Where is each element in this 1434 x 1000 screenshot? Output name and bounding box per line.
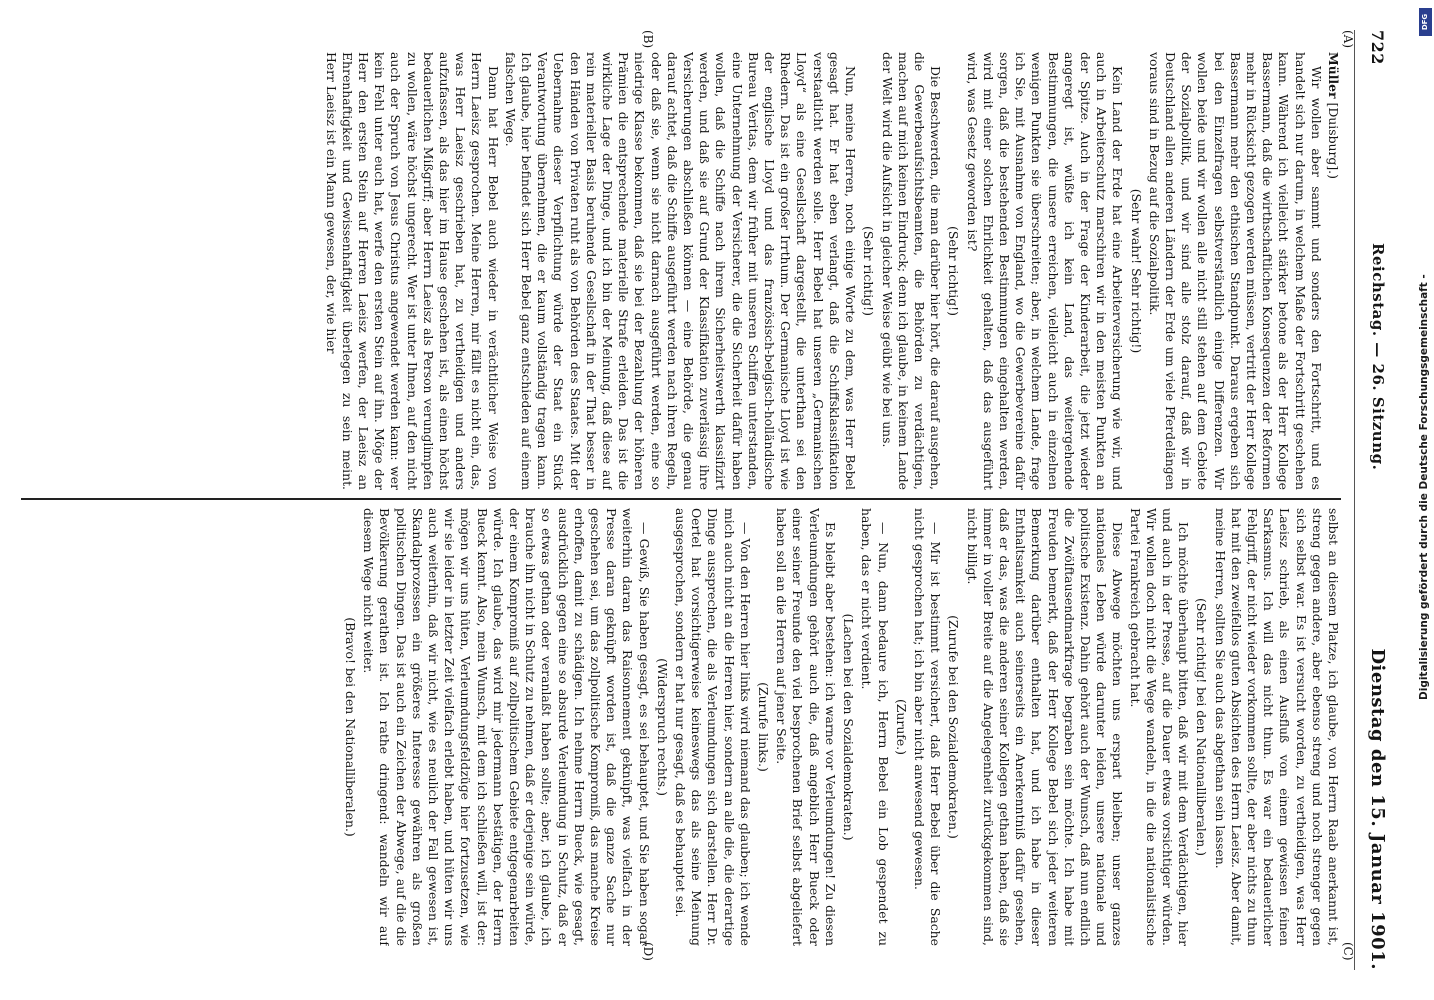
digitization-credit bbox=[1418, 10, 1432, 700]
interjection: (Widerspruch rechts.) bbox=[654, 658, 670, 796]
column-divider bbox=[21, 498, 1341, 500]
speaker-line bbox=[1325, 52, 1341, 490]
credit-text: Digitalisierung gefördert durch die Deutsche Forschungsgemeinschaft - bbox=[1418, 274, 1430, 700]
right-paragraph: Diese Abwege möchten uns erspart bleiben; unser ganzes nationales Leben würde darunter leiden, unsere nationale und politische Existenz. Dahin gehört auch der Wunsch, daß nun endlich die Zwölftausendmarkfrage begraben sein möchte. Ich habe mit Freuden bemerkt, daß der Herr Kollege Bebel sich jeder weiteren Bemerkung darüber enthalten hat, und ich habe in dieser Enthaltsamkeit auch seinerseits ein Anerkenntniß dafür gesehen, daß er das, was die anderen seiner Kollegen gethan haben, daß sie immer in voller Breite auf die Angelegenheit zurückgekommen sind, nicht billigt. bbox=[964, 508, 1126, 946]
speaker-place: [Duisburg].) bbox=[1326, 102, 1341, 179]
page-header bbox=[1361, 30, 1395, 970]
speaker-name: Müller bbox=[1326, 52, 1341, 99]
left-paragraph: Die Beschwerden, die man darüber hier hört, die darauf ausgehen, die Gewerbeaufsichtsbeamten, die Behörden zu verdächtigen, machen auf mich keinen Eindruck; denn ich glaube, in keinem Lande der Welt wird die Aufsicht in gleicher Weise geübt wie bei uns. bbox=[879, 52, 944, 490]
margin-mark-d: (D) bbox=[641, 942, 655, 961]
left-paragraph: Dann hat Herr Bebel auch wieder in verächtlicher Weise von Herrn Laeisz gesprochen. Meine Herren, mir fällt es nicht ein, das, was Herr Laeisz geschrieben hat, zu vertheidigen und anders aufzufassen, als das hier im Hause geschehen ist, als einen höchst bedauerlichen Mißgriff; aber Herrn Laeisz als Person verunglimpfen zu wollen, wäre höchst ungerecht. Wer ist unter Ihnen, auf den nicht auch der Spruch von Jesus Christus angewendet werden kann: wer kein Fehl unter euch hat, werfe den ersten Stein auf ihn. Möge der Herr den ersten Stein auf Herren Laeisz werfen, der Laeisz an Ehrenhaftigkeit und Gewissenhaftigkeit überlegen zu sein meint. Herr Laeisz ist ein Mann gewesen, der, wie hier bbox=[323, 52, 501, 490]
header-right-title: Dienstag den 15. Januar 1901. bbox=[1367, 648, 1389, 970]
right-paragraph: — Von den Herren hier links wird niemand das glauben; ich wende mich auch nicht an die Herren hier, sondern an alle die, die derartige Dinge aussprechen, die als Verleumdungen sich darstellen. Herr Dr. Oertel hat vorsichtigerweise keineswegs das als seine Meinung ausgesprochen, sondern er hat nur gesagt, daß es behauptet sei. bbox=[673, 508, 753, 946]
right-paragraph: — Mir ist bestimmt versichert, daß Herr Bebel über die Sache nicht gesprochen hat; ich bin aber nicht anwesend gewesen. bbox=[911, 508, 944, 946]
dfg-logo-text: DFG bbox=[1421, 13, 1430, 31]
interjection: (Zurufe.) bbox=[893, 698, 909, 756]
interjection: (Sehr richtig! bei den Nationalliberalen.) bbox=[1194, 598, 1210, 856]
interjection: (Sehr richtig!) bbox=[946, 226, 962, 316]
interjection: (Bravo! bei den Nationalliberalen.) bbox=[343, 617, 359, 837]
right-paragraph: Es bleibt aber bestehen: ich warne vor Verleumdungen! Zu diesen Verleumdungen gehört auch die, daß angeblich Herr Bueck oder einer seiner Freunde den viel besprochenen Brief selbst abgeliefert haben soll an die Herren auf jener Seite. bbox=[774, 508, 838, 946]
interjection: (Zurufe bei den Sozialdemokraten.) bbox=[946, 615, 962, 839]
left-paragraph: Kein Land der Erde hat eine Arbeiterversicherung wie wir, und auch in Arbeiterschutz marschiren wir in den meisten Punkten an der Spitze. Auch in der Frage der Kinderarbeit, die jetzt wieder angeregt ist, wüßte ich kein Land, das weitergehende Bestimmungen, die unsere erreichen, vielleicht auch in einzelnen wenigen Punkten sie überschreiten; aber, in welchem Lande, frage ich Sie, mit Ausnahme von England, wo die Gewerbevereine dafür sorgen, daß die bestehenden Bestimmungen eingehalten werden, wird mit einer solchen Ehrlichkeit gehalten, daß das ausgeführt wird, was Gesetz geworden ist? bbox=[964, 52, 1126, 490]
margin-mark-c: (C) bbox=[1341, 942, 1355, 961]
right-paragraph: — Gewiß, Sie haben gesagt, es sei behauptet, und Sie haben sogar weiterhin daran das Raisonnement geknüpft, was vielfach in der Presse daran geknüpft worden ist, daß die ganze Sache nur geschehen sei, um das zollpolitische Kompromiß, das manche Kreise erhoffen, damit zu schädigen. Ich nehme Herrn Bueck, wie gesagt, ausdrücklich gegen eine so absurde Verleumdung in Schutz, daß er so etwas gethan oder veranlaßt haben sollte; aber, ich glaube, ich brauche ihn nicht in Schutz zu nehmen, daß er derjenige sein würde, der einem Kompromiß auf zollpolitischem Gebiete entgegenarbeiten würde. Ich glaube, das wird mir jedermann bestätigen, der Herrn Bueck kennt. Also, mein Wunsch, mit dem ich schließen will, ist der: mögen wir uns hüten, Verleumdungsfeldzüge hier fortzusetzen, wie wir sie leider in letzter Zeit vielfach erlebt haben, und hüten wir uns auch weiterhin, daß wir nicht, wie es neulich der Fall gewesen ist, Skandalprozessen ein größeres Interesse gewähren als großen politischen Dingen. Das ist auch ein Zeichen der Abwege, auf die die Bevölkerung gerathen ist. Ich rathe dringend: wandeln wir auf diesem Wege nicht weiter. bbox=[361, 508, 652, 946]
left-column bbox=[21, 52, 1341, 490]
left-paragraph: Nun, meine Herren, noch einige Worte zu dem, was Herr Bebel gesagt hat. Er hat eben verlangt, daß die Schiffsklassifikation verstaatlicht werden solle. Herr Bebel hat unseren „Germanischen Lloyd“ als eine Gesellschaft dargestellt, die unterthan sei den Rhedern. Das ist ein großer Irrthum. Der Germanische Lloyd ist wie der englische Lloyd und das französisch-belgisch-holländische Bureau Veritas, dem wir früher mit unseren Schiffen unterstanden, eine Unternehmung der Versicherer, die die Sicherheit dafür haben wollen, daß die Schiffe nach ihrem Sicherheitswerth klassifizirt werden, und daß sie auf Grund der Klassifikation zuverlässig ihre Versicherungen abschließen können — eine Behörde, die genau darauf achtet, daß die Schiffe ausgeführt werden nach ihren Regeln, oder daß sie, wenn sie nicht darnach ausgeführt werden, eine so niedrige Klasse bekommen, daß sie bei der Bezahlung der höheren Prämien die entsprechende materielle Strafe erleiden. Das ist die wirkliche Lage der Dinge, und ich bin der Meinung, daß diese auf rein materieller Basis beruhende Gesellschaft in der That besser in den Händen von Privaten ruht als von Behörden des Staates. Mit der Uebernahme dieser Verpflichtung würde der Staat ein Stück Verantwortung übernehmen, die er kaum vollständig tragen kann. Ich glaube, hier befindet sich Herr Bebel ganz entschieden auf einem falschen Wege. bbox=[502, 52, 859, 490]
interjection: (Lachen bei den Sozialdemokraten.) bbox=[841, 613, 857, 841]
interjection: (Zurufe links.) bbox=[756, 682, 772, 772]
right-paragraph: selbst an diesem Platze, ich glaube, von Herrn Raab anerkannt ist, streng gegen andere, aber ebenso streng und noch strenger gegen sich selbst war. Es ist versucht worden, zu vertheidigen, was Herr Laeisz schrieb, als einen Ausfluß von einem gewissen feinen Sarkasmus. Ich will das nicht thun. Es war ein bedauerlicher Fehlgriff, der nicht wieder vorkommen sollte, der aber nichts zu thun hat mit den zweifellos guten Absichten des Herrn Laeisz. Aber damit, meine Herren, sollten Sie auch das abgethan sein lassen. bbox=[1212, 508, 1341, 946]
margin-mark-b: (B) bbox=[641, 30, 655, 49]
right-paragraph: — Nun, dann bedaure ich, Herrn Bebel ein Lob gespendet zu haben, das er nicht verdient. bbox=[859, 508, 891, 946]
interjection: (Sehr richtig!) bbox=[861, 226, 877, 316]
interjection: (Sehr wahr! Sehr richtig!) bbox=[1128, 188, 1144, 354]
header-rule bbox=[1354, 30, 1355, 970]
left-paragraph: Wir wollen aber sammt und sonders den Fortschritt, und es handelt sich nur darum, in welchem Maße der Fortschritt geschehen kann. Während ich vielleicht stärker betone als der Herr Kollege Bassermann, daß die wirthschaftlichen Konsequenzen der Reformen mehr in Rücksicht gezogen werden müssen, vertritt der Herr Kollege Bassermann mehr den ethischen Standpunkt. Daraus ergeben sich bei den Einzelfragen selbstverständlich einige Differenzen. Wir wollen beide und wir wollen alle nicht still stehen auf dem Gebiete der Sozialpolitik, und wir sind alle stolz darauf, daß wir in Deutschland allen anderen Ländern der Erde um viele Pferdelängen voraus sind in Bezug auf die Sozialpolitik. bbox=[1146, 52, 1324, 490]
right-paragraph: Ich möchte überhaupt bitten, daß wir mit dem Verdächtigen, hier und auch in der Presse, auf die Dauer etwas vorsichtiger würden. Wir wollen doch nicht die Wege wandeln, in die die nationalistische Partei Frankreich gebracht hat. bbox=[1127, 508, 1192, 946]
page-number: 722 bbox=[1368, 30, 1388, 65]
rotated-document-page bbox=[0, 30, 1395, 970]
header-left-title: Reichstag. — 26. Sitzung. bbox=[1369, 243, 1387, 471]
margin-mark-a: (A) bbox=[1341, 30, 1355, 49]
right-column bbox=[21, 508, 1341, 946]
